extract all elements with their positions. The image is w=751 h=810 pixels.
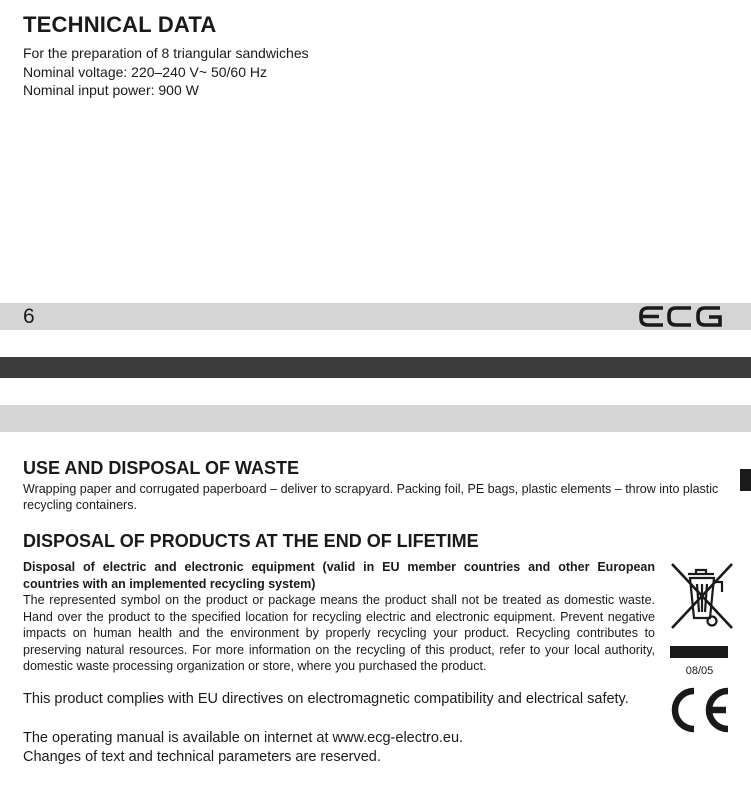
page-number: 6 <box>23 305 35 328</box>
weee-date: 08/05 <box>685 665 714 677</box>
technical-line-sandwiches: For the preparation of 8 triangular sandwiches <box>23 45 309 61</box>
manual-availability-line: The operating manual is available on internet at www.ecg-electro.eu. <box>23 730 464 746</box>
technical-line-voltage: Nominal voltage: 220–240 V~ 50/60 Hz <box>23 63 267 80</box>
weee-bar <box>670 646 728 658</box>
changes-reserved-line: Changes of text and technical parameters are reserved. <box>23 749 381 765</box>
ce-mark-icon <box>666 686 734 734</box>
page-divider-bar <box>0 357 751 378</box>
technical-data-title: TECHNICAL DATA <box>23 12 217 37</box>
ecg-logo <box>639 305 723 328</box>
page-header-band <box>0 405 751 432</box>
technical-data-list <box>23 44 309 100</box>
disposal-section-title: DISPOSAL OF PRODUCTS AT THE END OF LIFETIME <box>23 531 479 551</box>
compliance-text: This product complies with EU directives on electromagnetic compatibility and electrical safety. <box>23 691 629 707</box>
manual-notice <box>23 729 463 767</box>
waste-section-text: Wrapping paper and corrugated paperboard – deliver to scrapyard. Packing foil, PE bags, plastic elements – throw into plastic recycling containers. <box>23 482 719 512</box>
disposal-subtitle: Disposal of electric and electronic equipment (valid in EU member countries and other European countries with an implemented recycling system) <box>23 560 655 591</box>
disposal-text: The represented symbol on the product or package means the product shall not be treated as domestic waste. Hand over the product to the specified location for recycling electric and electronic equipment. Prevent negative impacts on human health and the environment by properly recycling your product. Recycling contributes to preserving natural resources. For more information on the recycling of this product, refer to your local authority, domestic waste processing organization or store, where you purchased the product. <box>23 593 655 673</box>
crossed-out-wheelie-bin-icon <box>666 560 738 632</box>
technical-line-power: Nominal input power: 900 W <box>23 82 199 98</box>
waste-section-title: USE AND DISPOSAL OF WASTE <box>23 458 300 478</box>
